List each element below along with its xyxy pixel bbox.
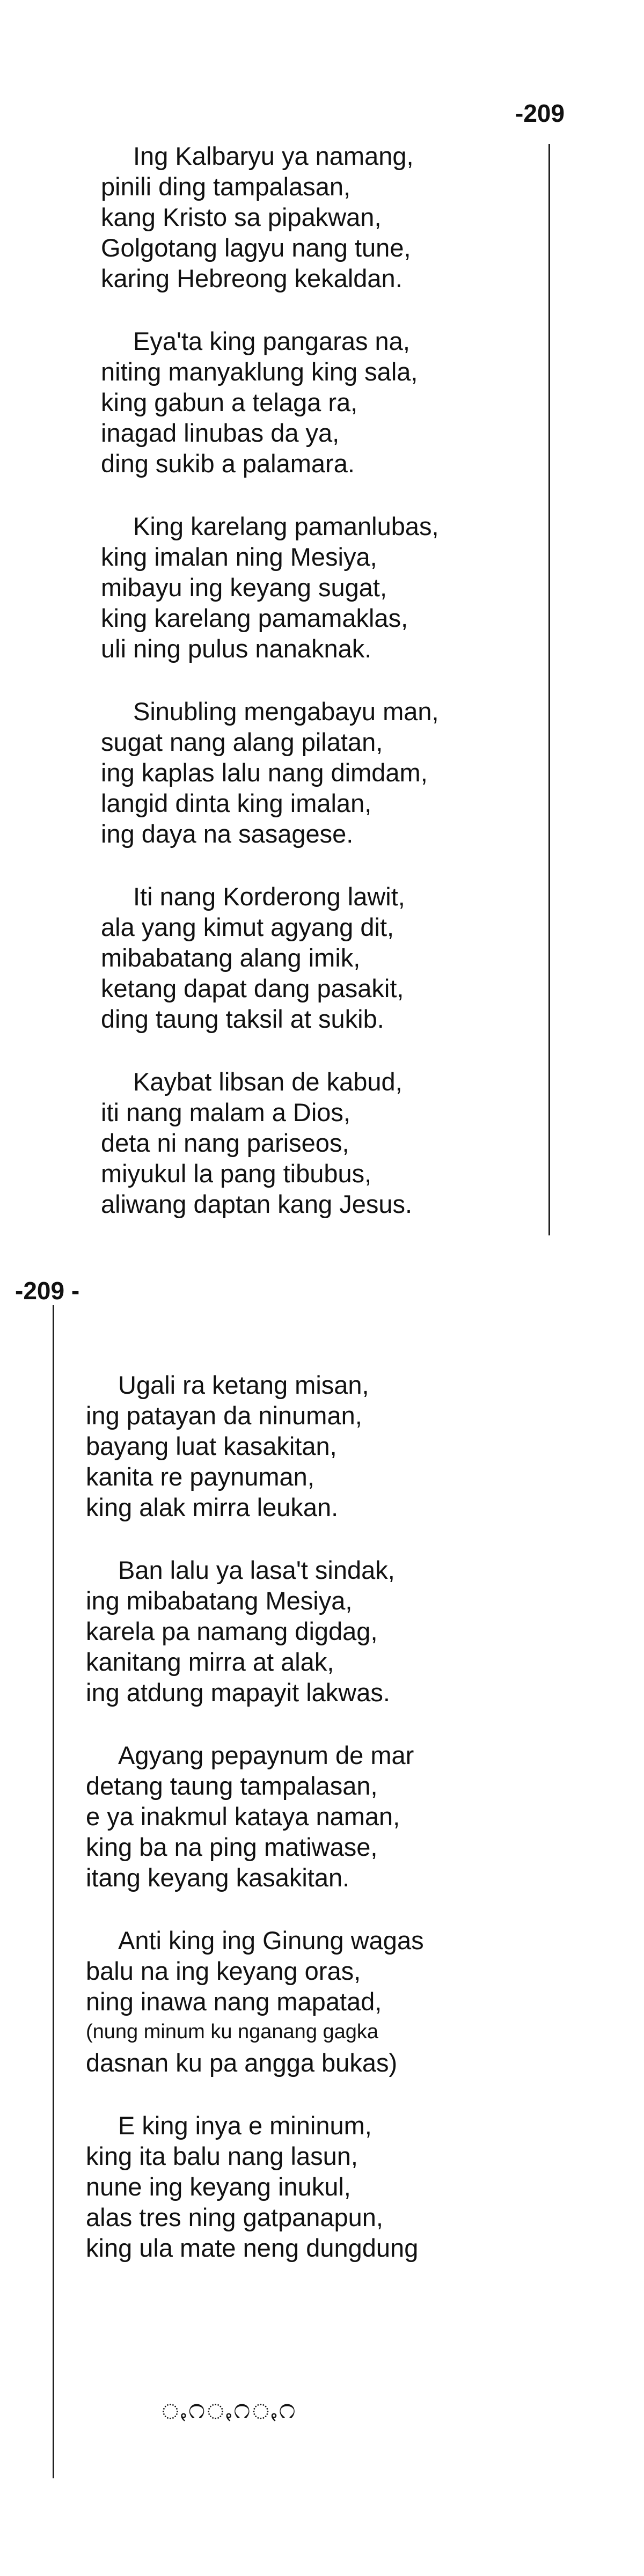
verse-line: kanitang mirra at alak,	[86, 1648, 334, 1676]
verse-line: Iti nang Korderong lawit,	[133, 882, 405, 911]
verse-line: king alak mirra leukan.	[86, 1493, 339, 1521]
verse-line: ing daya na sasagese.	[101, 819, 354, 848]
verse-line: ing mibabatang Mesiya,	[86, 1586, 353, 1615]
ornament-divider: ꩻ೧ꩻ೧ꩻ೧	[161, 2391, 297, 2426]
verse-line: balu na ing keyang oras,	[86, 1957, 361, 1985]
verse-line: kanita re paynuman,	[86, 1462, 314, 1491]
verse-line: ding taung taksil at sukib.	[101, 1005, 384, 1033]
verse-line: deta ni nang pariseos,	[101, 1129, 349, 1157]
stanza	[86, 1555, 472, 1708]
verse-line: Sinubling mengabayu man,	[133, 697, 439, 726]
verse-line: E king inya e mininum,	[118, 2111, 372, 2140]
verse-line: Ugali ra ketang misan,	[118, 1371, 369, 1399]
top-column	[101, 141, 546, 1219]
bottom-column	[86, 1370, 472, 2263]
verse-line: king imalan ning Mesiya,	[101, 543, 377, 571]
bottom-page-number: -209 -	[15, 1277, 80, 1305]
verse-line: mibabatang alang imik,	[101, 943, 361, 972]
top-page-number: -209	[515, 99, 565, 127]
stanza	[86, 1925, 472, 2078]
verse-line: karela pa namang digdag,	[86, 1617, 378, 1645]
verse-line: ing kaplas lalu nang dimdam,	[101, 758, 428, 787]
verse-line: e ya inakmul kataya naman,	[86, 1802, 400, 1831]
stanza	[101, 696, 546, 849]
verse-line: ning inawa nang mapatad,	[86, 1987, 382, 2016]
top-margin-rule	[548, 144, 550, 1235]
verse-line: miyukul la pang tibubus,	[101, 1159, 372, 1188]
verse-line: Ing Kalbaryu ya namang,	[133, 142, 414, 170]
verse-line: king karelang pamamaklas,	[101, 604, 408, 632]
verse-line: detang taung tampalasan,	[86, 1772, 378, 1800]
verse-line: Anti king ing Ginung wagas	[118, 1926, 424, 1955]
verse-line: sugat nang alang pilatan,	[101, 728, 383, 756]
verse-line: kang Kristo sa pipakwan,	[101, 203, 382, 231]
verse-line: Ban lalu ya lasa't sindak,	[118, 1556, 395, 1584]
verse-line: langid dinta king imalan,	[101, 789, 372, 817]
verse-line: dasnan ku pa angga bukas)	[86, 2048, 398, 2077]
verse-line: nune ing keyang inukul,	[86, 2172, 351, 2201]
verse-line: ketang dapat dang pasakit,	[101, 974, 404, 1002]
verse-line: karing Hebreong kekaldan.	[101, 264, 402, 292]
verse-line: aliwang daptan kang Jesus.	[101, 1190, 413, 1218]
stanza	[101, 1066, 546, 1219]
verse-line: mibayu ing keyang sugat,	[101, 573, 387, 602]
bottom-margin-rule	[53, 1305, 54, 2478]
verse-line: king gabun a telaga ra,	[101, 388, 358, 416]
stanza	[86, 1740, 472, 1893]
verse-line: Golgotang lagyu nang tune,	[101, 233, 411, 262]
verse-line: itang keyang kasakitan.	[86, 1863, 350, 1892]
verse-line: king ita balu nang lasun,	[86, 2142, 358, 2170]
verse-line: inagad linubas da ya,	[101, 419, 340, 447]
verse-line: niting manyaklung king sala,	[101, 357, 418, 386]
stanza	[86, 1370, 472, 1523]
verse-line: king ba na ping matiwase,	[86, 1833, 378, 1861]
stanza	[101, 881, 546, 1034]
stanza	[86, 2110, 472, 2263]
verse-line: bayang luat kasakitan,	[86, 1432, 337, 1460]
verse-line: king ula mate neng dungdung	[86, 2234, 419, 2262]
verse-line: Agyang pepaynum de mar	[118, 1741, 414, 1769]
verse-line: ing atdung mapayit lakwas.	[86, 1678, 390, 1707]
stanza	[101, 326, 546, 479]
verse-line: (nung minum ku nganang gagka	[86, 2021, 379, 2043]
verse-line: alas tres ning gatpanapun,	[86, 2203, 383, 2231]
verse-line: Eya'ta king pangaras na,	[133, 327, 410, 355]
verse-line: pinili ding tampalasan,	[101, 172, 351, 201]
stanza	[101, 511, 546, 664]
verse-line: ala yang kimut agyang dit,	[101, 913, 394, 941]
verse-line: ing patayan da ninuman,	[86, 1401, 362, 1430]
verse-line: uli ning pulus nanaknak.	[101, 634, 372, 663]
verse-line: ding sukib a palamara.	[101, 449, 355, 478]
stanza	[101, 141, 546, 294]
verse-line: Kaybat libsan de kabud,	[133, 1067, 402, 1096]
verse-line: King karelang pamanlubas,	[133, 512, 439, 540]
verse-line: iti nang malam a Dios,	[101, 1098, 350, 1126]
